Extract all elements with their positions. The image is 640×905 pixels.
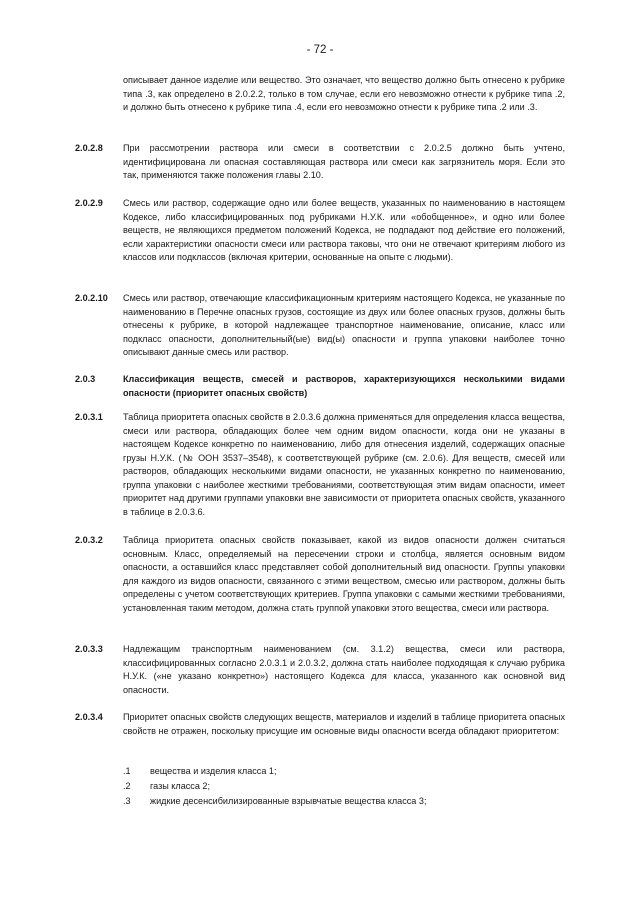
paragraph-2-0-3-2 <box>75 534 565 615</box>
paragraph-number: 2.0.3.2 <box>75 535 103 545</box>
list-item <box>123 765 563 779</box>
paragraph-2-0-3-3 <box>75 643 565 697</box>
paragraph-number: 2.0.2.8 <box>75 143 103 153</box>
section-number: 2.0.3 <box>75 374 96 384</box>
paragraph-text: Таблица приоритета опасных свойств в 2.0.3.6 должна применяться для определения класса вещества, смеси или раствора, обладающих более чем одним видом опасности, когда они не указаны в настоящем Кодексе конкретно по наименованию, либо для отнесения изделий, содержащих опасные грузы Н.У.К. (№ ООН 3537–3548), к соответствующей рубрике (см. 2.0.6). Для веществ, смесей или растворов, обладающих несколькими видами опасности, не указанных конкретно по наименованию, группа упаковки с наиболее жесткими требованиями, соответствующая этим видам опасности, имеет приоритет над другими группами упаковки вне зависимости от приоритета опасных свойств, указанного в таблице в 2.0.3.6. <box>123 412 565 517</box>
page-number: - 72 - <box>306 44 334 56</box>
list-text: вещества и изделия класса 1; <box>150 766 277 776</box>
section-title: Классификация веществ, смесей и растворов, характеризующихся несколькими видами опасности (приоритет опасных свойств) <box>123 374 565 398</box>
paragraph-2-0-2-10 <box>75 292 565 360</box>
paragraph-2-0-2-9 <box>75 197 565 265</box>
paragraph-text: Приоритет опасных свойств следующих веществ, материалов и изделий в таблице приоритета опасных свойств не отражен, поскольку присущие им основные виды опасности всегда обладают приоритетом: <box>123 712 565 736</box>
paragraph-2-0-3-4 <box>75 711 565 738</box>
paragraph-2-0-2-8 <box>75 142 565 183</box>
list-text: жидкие десенсибилизированные взрывчатые вещества класса 3; <box>150 796 427 806</box>
paragraph-2-0-3-1 <box>75 411 565 519</box>
paragraph-number: 2.0.3.3 <box>75 644 103 654</box>
paragraph-text: описывает данное изделие или вещество. Это означает, что вещество должно быть отнесено к рубрике типа .3, как определено в 2.0.2.2, только в том случае, если его невозможно отнести к рубрике типа .2, и должно быть отнесено к рубрике типа .4, если его невозможно отнести к рубрике типа .2 или .3. <box>123 75 565 112</box>
list-item <box>123 780 563 794</box>
paragraph-text: Таблица приоритета опасных свойств показывает, какой из видов опасности должен считаться основным. Класс, определяемый на пересечении строки и столбца, является основным видом опасности, а оставшийся класс представляет собой дополнительный вид опасности. Группы упаковки для каждого из видов опасности, связанного с этими веществом, смесью или раствором, должны быть определены с учетом соответствующих критериев. Группа упаковки с самыми жесткими требованиями, установленная таким методом, должна стать группой упаковки этого вещества, смеси или раствора. <box>123 535 565 613</box>
paragraph-text: При рассмотрении раствора или смеси в соответствии с 2.0.2.5 должно быть учтено, идентифицирована ли опасная составляющая раствора или смеси как загрязнитель моря. Если это так, применяются также положения главы 2.10. <box>123 143 565 180</box>
paragraph-number: 2.0.3.1 <box>75 412 103 422</box>
paragraph-number: 2.0.3.4 <box>75 712 103 722</box>
list-marker: .2 <box>123 781 131 791</box>
list-text: газы класса 2; <box>150 781 211 791</box>
list-marker: .1 <box>123 766 131 776</box>
section-heading-2-0-3 <box>75 373 565 400</box>
intro-paragraph <box>75 74 565 115</box>
paragraph-number: 2.0.2.10 <box>75 293 108 303</box>
paragraph-text: Смесь или раствор, отвечающие классификационным критериям настоящего Кодекса, не указанные по наименованию в Перечне опасных грузов, состоящие из двух или более опасных грузов, должны быть отнесены к рубрике, в которой надлежащее транспортное наименование, описание, класс или подкласс опасности, дополнительный(ые) вид(ы) опасности и группа упаковки наиболее точно описывают данные смесь или раствор. <box>123 293 565 357</box>
paragraph-number: 2.0.2.9 <box>75 198 103 208</box>
paragraph-text: Надлежащим транспортным наименованием (см. 3.1.2) вещества, смеси или раствора, классифицированных согласно 2.0.3.1 и 2.0.3.2, должна стать наиболее подходящая к случаю рубрика Н.У.К. («не указано конкретно») настоящего Кодекса для класса, указанного как основной вид опасности. <box>123 644 565 695</box>
list-marker: .3 <box>123 796 131 806</box>
list-item <box>123 795 563 809</box>
paragraph-text: Смесь или раствор, содержащие одно или более веществ, указанных по наименованию в настоящем Кодексе, либо классифицированных под рубриками Н.У.К. или «обобщенное», и одно или более веществ, не являющихся предметом положений Кодекса, не подпадают под действие его положений, если характеристики опасности смеси или раствора таковы, что они не отвечают критериям любого из классов или подклассов (включая критерии, основанные на опыте с людьми). <box>123 198 565 262</box>
